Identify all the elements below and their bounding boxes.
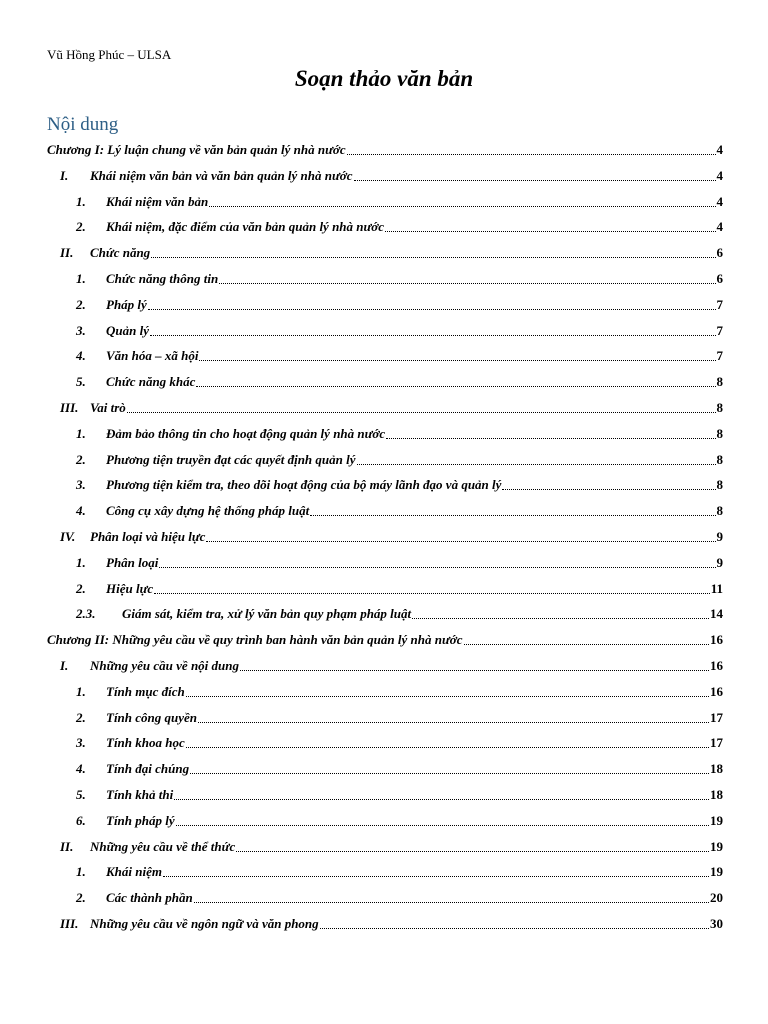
toc-entry[interactable] (76, 448, 723, 468)
toc-leader-dots (194, 901, 709, 903)
toc-entry[interactable] (76, 267, 723, 287)
toc-leader-dots (127, 411, 716, 413)
toc-entry-page-number: 20 (710, 890, 723, 906)
toc-entry-page-number: 8 (716, 451, 723, 467)
toc-entry-number: 2. (76, 709, 86, 725)
toc-entry-page-number: 18 (710, 787, 723, 802)
toc-entry-title: Khái niệm, đặc điểm của văn bản quản lý nhà nước (106, 219, 385, 235)
toc-entry-page-number: 16 (710, 632, 723, 648)
toc-leader-dots (159, 566, 715, 568)
toc-entry-number: 1. (76, 683, 86, 699)
toc-entry-title: Văn hóa – xã hội (106, 348, 199, 364)
toc-entry-title: Chương II: Những yêu cầu về quy trình ban hành văn bản quản lý nhà nước (47, 632, 463, 648)
toc-leader-dots (186, 746, 709, 748)
toc-leader-dots (174, 798, 709, 800)
toc-entry-number: 1. (76, 193, 86, 209)
toc-entry[interactable] (76, 344, 723, 364)
toc-leader-dots (385, 230, 715, 232)
toc-leader-dots (151, 256, 715, 258)
toc-entry[interactable] (76, 422, 723, 442)
toc-leader-dots (209, 205, 715, 207)
toc-entry[interactable] (60, 396, 723, 416)
toc-entry-number: II. (60, 838, 74, 854)
toc-entry-number: 2. (76, 219, 86, 235)
toc-entry-title: Quản lý (106, 322, 149, 338)
toc-entry-page-number: 17 (710, 735, 723, 751)
toc-entry-page-number: 7 (716, 322, 723, 338)
toc-leader-dots (310, 514, 715, 516)
toc-leader-dots (464, 643, 710, 645)
toc-entry-number: 1. (76, 554, 86, 570)
toc-entry-number: II. (60, 245, 74, 261)
toc-leader-dots (199, 359, 715, 361)
toc-entry-title: Tính đại chúng (106, 761, 190, 777)
toc-entry-number: IV. (60, 529, 76, 544)
toc-entry[interactable] (76, 370, 723, 390)
toc-entry-title: Đảm bảo thông tin cho hoạt động quản lý nhà nước (106, 425, 386, 441)
toc-entry-title: Phân loại và hiệu lực (90, 529, 206, 544)
toc-entry[interactable] (60, 912, 723, 932)
toc-entry-title: Phương tiện truyền đạt các quyết định quản lý (106, 451, 356, 467)
toc-entry-page-number: 16 (710, 683, 723, 699)
toc-leader-dots (186, 695, 709, 697)
toc-entry-page-number: 8 (716, 477, 723, 493)
toc-entry-title: Những yêu cầu về thể thức (90, 838, 236, 854)
toc-entry-page-number: 18 (710, 761, 723, 777)
toc-entry-title: Tính công quyền (106, 709, 198, 725)
toc-entry-number: 4. (76, 503, 86, 519)
toc-entry-number: 5. (76, 787, 86, 802)
toc-entry-number: 6. (76, 812, 86, 828)
toc-leader-dots (196, 385, 715, 387)
toc-entry-title: Những yêu cầu về ngôn ngữ và văn phong (90, 916, 319, 931)
toc-entry-page-number: 16 (710, 658, 723, 673)
toc-leader-dots (219, 282, 715, 284)
toc-entry-page-number: 4 (716, 219, 723, 235)
toc-entry-number: 1. (76, 864, 86, 880)
toc-entry[interactable] (47, 628, 723, 648)
toc-entry-number: 2.3. (76, 606, 96, 622)
toc-entry-number: III. (60, 400, 79, 415)
toc-entry-number: 2. (76, 890, 86, 906)
toc-entry[interactable] (76, 757, 723, 777)
toc-entry[interactable] (76, 809, 723, 829)
toc-entry-page-number: 9 (716, 554, 723, 570)
toc-entry-title: Những yêu cầu về nội dung (90, 658, 239, 673)
toc-entry-title: Hiệu lực (106, 580, 154, 596)
toc-entry-number: 3. (76, 735, 86, 751)
toc-entry[interactable] (60, 654, 723, 674)
toc-entry-number: 5. (76, 374, 86, 390)
toc-entry[interactable] (76, 319, 723, 339)
toc-entry-page-number: 7 (716, 348, 723, 364)
toc-heading: Nội dung (47, 114, 119, 135)
toc-entry[interactable] (76, 860, 723, 880)
toc-entry[interactable] (76, 577, 723, 597)
toc-entry-number: I. (60, 658, 69, 673)
toc-leader-dots (148, 308, 716, 310)
toc-entry[interactable] (76, 602, 723, 622)
toc-leader-dots (176, 824, 709, 826)
toc-entry[interactable] (76, 473, 723, 493)
toc-leader-dots (354, 179, 716, 181)
toc-entry-page-number: 30 (710, 916, 723, 931)
toc-leader-dots (198, 721, 709, 723)
toc-entry-number: 1. (76, 425, 86, 441)
toc-entry-title: Tính khả thi (106, 787, 174, 802)
toc-entry-page-number: 7 (716, 296, 723, 312)
toc-entry-number: 4. (76, 761, 86, 777)
toc-leader-dots (386, 437, 715, 439)
toc-entry-page-number: 19 (710, 812, 723, 828)
toc-entry[interactable] (76, 215, 723, 235)
toc-entry[interactable] (60, 525, 723, 545)
toc-entry-number: 3. (76, 477, 86, 493)
toc-entry-number: III. (60, 916, 79, 931)
toc-leader-dots (150, 334, 716, 336)
toc-entry-page-number: 8 (716, 425, 723, 441)
toc-leader-dots (206, 540, 715, 542)
toc-entry-page-number: 19 (710, 838, 723, 854)
toc-leader-dots (163, 875, 709, 877)
document-title: Soạn thảo văn bản (294, 66, 474, 91)
toc-entry[interactable] (76, 731, 723, 751)
toc-entry[interactable] (76, 886, 723, 906)
toc-leader-dots (154, 592, 710, 594)
toc-entry-page-number: 8 (716, 374, 723, 390)
toc-entry-title: Chương I: Lý luận chung về văn bản quản lý nhà nước (47, 142, 346, 157)
toc-entry-page-number: 19 (710, 864, 723, 880)
toc-entry-page-number: 6 (716, 245, 723, 261)
toc-entry[interactable] (60, 241, 723, 261)
toc-entry-title: Các thành phần (106, 890, 193, 906)
toc-entry-title: Chức năng thông tin (106, 271, 219, 286)
toc-entry[interactable] (60, 164, 723, 184)
toc-entry-title: Giám sát, kiểm tra, xử lý văn bản quy phạm pháp luật (122, 606, 412, 622)
toc-leader-dots (412, 617, 709, 619)
toc-entry[interactable] (76, 551, 723, 571)
toc-leader-dots (347, 153, 716, 155)
toc-entry-number: 2. (76, 580, 86, 596)
toc-entry-number: 2. (76, 451, 86, 467)
toc-leader-dots (320, 927, 709, 929)
toc-entry-title: Vai trò (90, 400, 126, 415)
toc-entry-number: 4. (76, 348, 86, 364)
toc-entry-number: 3. (76, 322, 86, 338)
toc-entry-title: Phương tiện kiểm tra, theo dõi hoạt động của bộ máy lãnh đạo và quản lý (106, 477, 502, 493)
toc-entry-title: Chức năng khác (106, 374, 196, 390)
toc-entry-title: Chức năng (90, 245, 151, 261)
toc-leader-dots (236, 850, 709, 852)
toc-entry-number: 2. (76, 296, 86, 312)
toc-entry-number: I. (60, 167, 69, 183)
toc-entry[interactable] (47, 138, 723, 158)
toc-entry-page-number: 6 (716, 271, 723, 286)
toc-entry-page-number: 8 (716, 400, 723, 415)
toc-entry-title: Công cụ xây dựng hệ thống pháp luật (106, 503, 310, 519)
toc-entry-title: Tính khoa học (106, 735, 185, 751)
toc-entry-page-number: 8 (716, 503, 723, 519)
toc-entry-title: Khái niệm văn bản và văn bản quản lý nhà nước (90, 167, 353, 183)
toc-entry-title: Khái niệm (106, 864, 162, 880)
toc-entry-title: Phân loại (106, 554, 159, 570)
toc-entry[interactable] (76, 190, 723, 210)
toc-leader-dots (357, 463, 716, 465)
toc-entry[interactable] (76, 783, 723, 803)
toc-entry-page-number: 4 (716, 142, 723, 157)
toc-leader-dots (502, 488, 715, 490)
toc-entry[interactable] (76, 706, 723, 726)
toc-entry-page-number: 4 (716, 167, 723, 183)
toc-entry-title: Pháp lý (106, 296, 147, 312)
toc-entry-title: Tính pháp lý (106, 812, 175, 828)
toc-entry-title: Khái niệm văn bản (106, 193, 209, 209)
toc-entry-page-number: 9 (716, 529, 723, 544)
toc-entry-page-number: 17 (710, 709, 723, 725)
toc-leader-dots (240, 669, 709, 671)
toc-leader-dots (190, 772, 709, 774)
document-header-author: Vũ Hồng Phúc – ULSA (47, 47, 172, 62)
toc-entry-page-number: 14 (710, 606, 723, 622)
toc-entry-page-number: 11 (710, 580, 723, 596)
toc-entry-number: 1. (76, 271, 86, 286)
toc-entry[interactable] (76, 680, 723, 700)
toc-entry[interactable] (60, 835, 723, 855)
toc-entry[interactable] (76, 293, 723, 313)
toc-entry[interactable] (76, 499, 723, 519)
toc-entry-title: Tính mục đích (106, 683, 185, 699)
toc-entry-page-number: 4 (716, 193, 723, 209)
